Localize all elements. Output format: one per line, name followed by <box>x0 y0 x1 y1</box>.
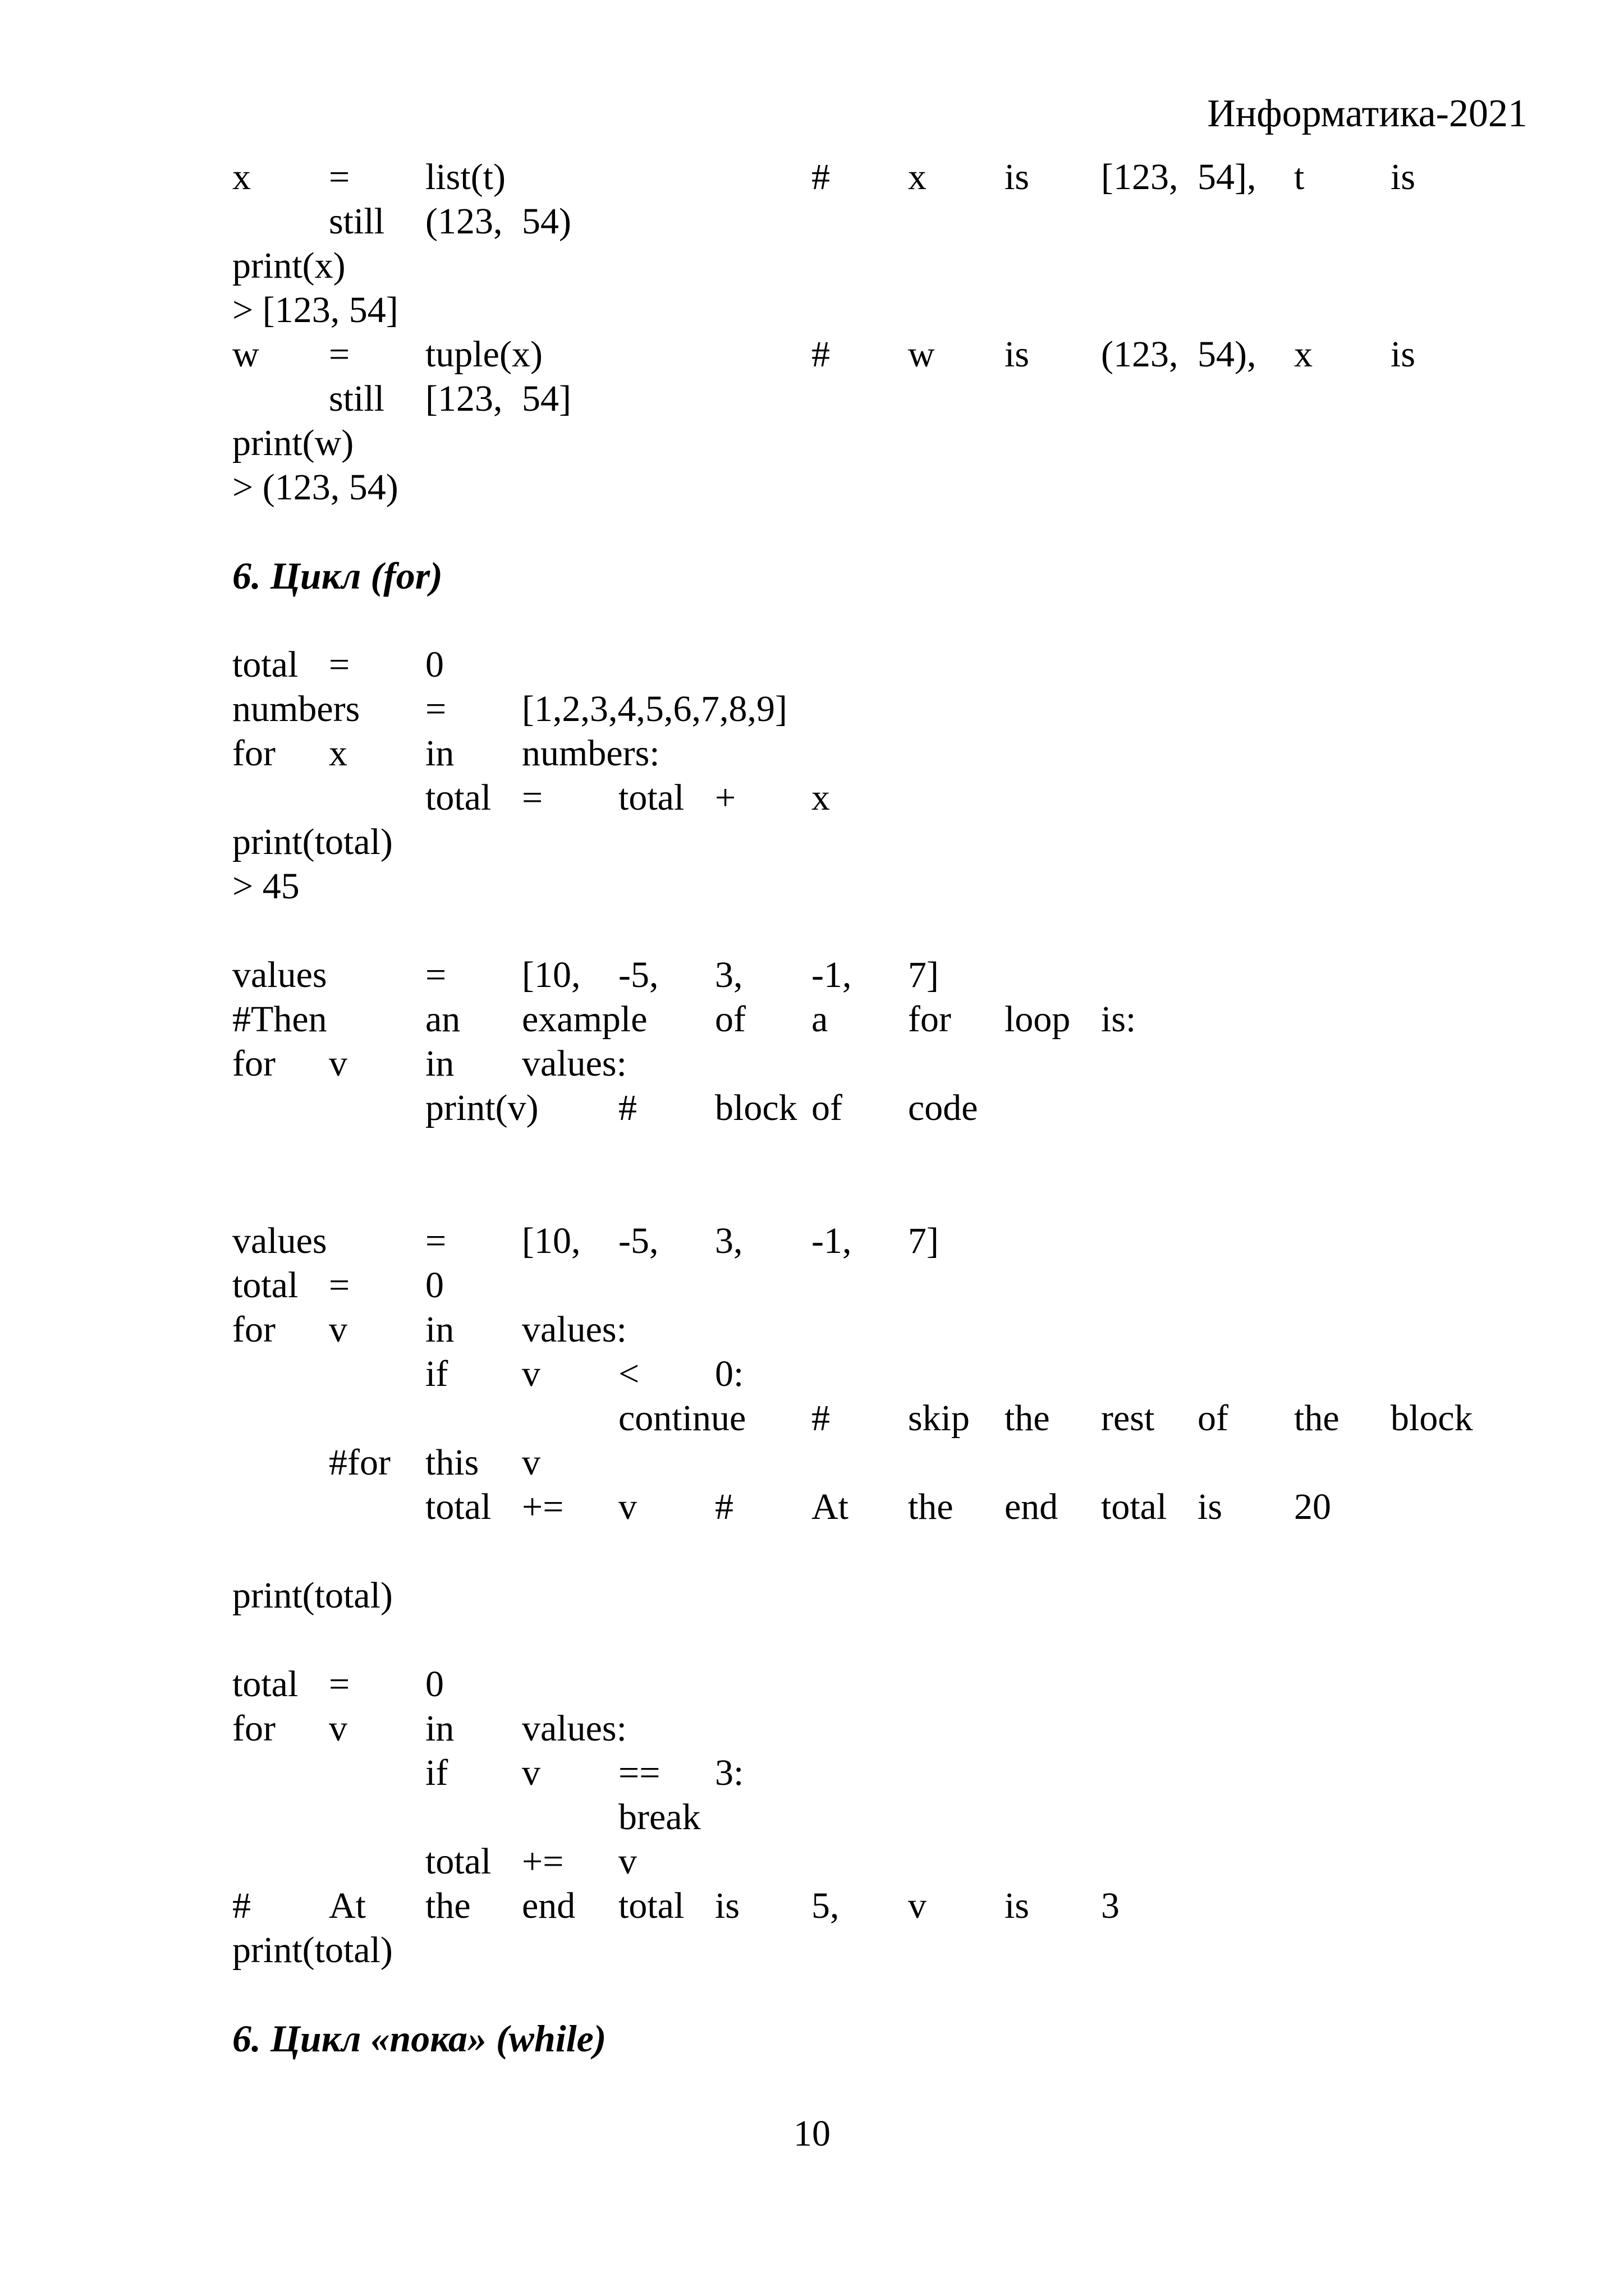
code-token: total <box>232 1664 299 1705</box>
page-content <box>232 155 1534 2061</box>
code-token: an <box>425 999 461 1040</box>
code-token: 54) <box>522 201 571 242</box>
code-token: is <box>1391 157 1416 198</box>
code-token: w <box>232 334 259 375</box>
code-line <box>232 731 1534 775</box>
code-line <box>232 1485 1534 1529</box>
code-token: still <box>329 378 385 419</box>
code-token: is <box>1004 1885 1030 1926</box>
code-line <box>232 244 1534 288</box>
code-token: = <box>329 1664 350 1705</box>
code-token: = <box>425 954 447 995</box>
code-line <box>232 775 1534 820</box>
code-token: -5, <box>618 1220 659 1261</box>
code-token: + <box>715 777 736 818</box>
code-line <box>232 421 1534 465</box>
code-token: 7] <box>908 1220 939 1261</box>
section-heading-for: 6. Цикл (for) <box>232 554 443 597</box>
code-token: (123, <box>425 201 503 242</box>
code-token: # <box>811 1398 830 1439</box>
code-token: = <box>522 777 543 818</box>
code-line <box>232 1041 1534 1086</box>
code-token: total <box>425 1486 492 1527</box>
spacer <box>232 1529 1534 1573</box>
spacer <box>232 1130 1534 1174</box>
code-token: -1, <box>811 954 852 995</box>
code-token: 3 <box>1101 1885 1120 1926</box>
code-token: [10, <box>522 1220 581 1261</box>
code-token: is <box>715 1885 740 1926</box>
code-line <box>232 1263 1534 1307</box>
code-line <box>232 1219 1534 1263</box>
code-token: #for <box>329 1442 391 1483</box>
code-token: [123, <box>1101 157 1178 198</box>
code-line <box>232 155 1534 199</box>
code-token: # <box>811 157 830 198</box>
code-token: print(total) <box>232 1575 393 1616</box>
code-token: is <box>1391 334 1416 375</box>
code-token: w <box>908 334 935 375</box>
output-line <box>232 864 1534 908</box>
output-line <box>232 465 1534 509</box>
code-line <box>232 1086 1534 1130</box>
code-token: numbers: <box>522 733 660 774</box>
code-token: rest <box>1101 1398 1155 1439</box>
code-token: of <box>1198 1398 1228 1439</box>
code-block-conversion <box>232 155 1534 509</box>
code-token: At <box>329 1885 366 1926</box>
spacer <box>232 1972 1534 2017</box>
code-token: total <box>232 644 299 685</box>
code-line <box>232 1884 1534 1928</box>
code-token: += <box>522 1486 564 1527</box>
code-token: list(t) <box>425 157 506 198</box>
code-line <box>232 332 1534 376</box>
code-token: end <box>522 1885 576 1926</box>
code-token: print(total) <box>232 821 393 862</box>
code-token: is <box>1198 1486 1223 1527</box>
code-token: for <box>232 1708 276 1749</box>
code-token: block <box>715 1087 797 1128</box>
spacer <box>232 1174 1534 1219</box>
code-token: 3, <box>715 1220 743 1261</box>
code-token: 54], <box>1198 157 1256 198</box>
code-token: (123, <box>1101 334 1178 375</box>
code-token: in <box>425 733 455 774</box>
code-line <box>232 953 1534 997</box>
code-token: = <box>329 644 350 685</box>
code-token: for <box>908 999 951 1040</box>
code-token: 3, <box>715 954 743 995</box>
code-token: = <box>425 688 447 729</box>
code-token: is: <box>1101 999 1136 1040</box>
code-token: x <box>329 733 347 774</box>
code-token: total <box>232 1265 299 1306</box>
code-token: of <box>715 999 746 1040</box>
code-token: # <box>232 1885 251 1926</box>
code-token: -5, <box>618 954 659 995</box>
code-token: 54] <box>522 378 571 419</box>
code-token: # <box>618 1087 637 1128</box>
code-token: for <box>232 733 276 774</box>
code-token: values: <box>522 1043 627 1084</box>
code-token: t <box>1294 157 1305 198</box>
code-line <box>232 199 1534 244</box>
code-token: [10, <box>522 954 581 995</box>
code-token: continue <box>618 1398 746 1439</box>
output-token: > [123, 54] <box>232 290 398 330</box>
spacer <box>232 598 1534 642</box>
code-token: the <box>425 1885 471 1926</box>
code-block-sum <box>232 642 1534 908</box>
code-token: 20 <box>1294 1486 1331 1527</box>
code-token: x <box>232 157 251 198</box>
output-token: > 45 <box>232 866 300 907</box>
code-line <box>232 687 1534 731</box>
code-token: break <box>618 1797 701 1838</box>
code-token: print(w) <box>232 423 354 463</box>
code-token: 0 <box>425 1664 444 1705</box>
code-token: v <box>522 1752 540 1793</box>
code-token: for <box>232 1309 276 1350</box>
code-token: total <box>425 777 492 818</box>
spacer <box>232 1618 1534 1662</box>
code-line <box>232 1307 1534 1352</box>
code-token: = <box>329 157 350 198</box>
code-line <box>232 1751 1534 1795</box>
code-token: # <box>811 334 830 375</box>
section-heading-while: 6. Цикл «пока» (while) <box>232 2017 607 2060</box>
code-token: v <box>522 1442 540 1483</box>
code-token: v <box>329 1043 347 1084</box>
code-token: example <box>522 999 648 1040</box>
code-token: -1, <box>811 1220 852 1261</box>
code-token: total <box>618 777 685 818</box>
code-token: is <box>1004 334 1030 375</box>
code-token: # <box>715 1486 733 1527</box>
code-line <box>232 820 1534 864</box>
code-token: total <box>425 1841 492 1882</box>
code-token: the <box>1294 1398 1339 1439</box>
code-token: v <box>618 1841 637 1882</box>
code-token: 0: <box>715 1353 744 1394</box>
code-token: = <box>425 1220 447 1261</box>
code-token: x <box>1294 334 1313 375</box>
code-token: if <box>425 1752 448 1793</box>
code-line <box>232 1440 1534 1485</box>
code-token: = <box>329 334 350 375</box>
code-line <box>232 1396 1534 1440</box>
code-token: print(v) <box>425 1087 539 1128</box>
code-token: = <box>329 1265 350 1306</box>
code-token: [123, <box>425 378 503 419</box>
code-line <box>232 376 1534 421</box>
output-line <box>232 288 1534 332</box>
code-token: this <box>425 1442 479 1483</box>
code-token: At <box>811 1486 848 1527</box>
code-token: x <box>811 777 830 818</box>
code-line <box>232 642 1534 687</box>
code-line <box>232 1573 1534 1618</box>
code-token: skip <box>908 1398 970 1439</box>
code-token: still <box>329 201 385 242</box>
code-token: in <box>425 1708 455 1749</box>
code-token: values: <box>522 1708 627 1749</box>
code-token: values <box>232 954 327 995</box>
code-token: < <box>618 1353 640 1394</box>
code-token: 54), <box>1198 334 1256 375</box>
code-token: values: <box>522 1309 627 1350</box>
code-block-break <box>232 1662 1534 1972</box>
code-token: a <box>811 999 828 1040</box>
code-token: the <box>1004 1398 1050 1439</box>
code-token: 3: <box>715 1752 744 1793</box>
code-token: tuple(x) <box>425 334 543 375</box>
code-token: block <box>1391 1398 1473 1439</box>
page-number: 10 <box>793 2113 831 2154</box>
code-token: print(x) <box>232 245 346 286</box>
code-token: of <box>811 1087 842 1128</box>
code-token: print(total) <box>232 1930 393 1971</box>
code-token: 0 <box>425 1265 444 1306</box>
code-token: the <box>908 1486 953 1527</box>
code-token: for <box>232 1043 276 1084</box>
code-line <box>232 1795 1534 1839</box>
code-token: v <box>329 1708 347 1749</box>
code-token: total <box>1101 1486 1167 1527</box>
code-token: v <box>522 1353 540 1394</box>
code-token: end <box>1004 1486 1058 1527</box>
code-line <box>232 1706 1534 1751</box>
code-token: v <box>908 1885 926 1926</box>
code-token: v <box>618 1486 637 1527</box>
code-token: == <box>618 1752 660 1793</box>
code-token: [1,2,3,4,5,6,7,8,9] <box>522 688 787 729</box>
code-line <box>232 997 1534 1041</box>
code-token: 0 <box>425 644 444 685</box>
code-token: v <box>329 1309 347 1350</box>
code-token: in <box>425 1043 455 1084</box>
code-line <box>232 1352 1534 1396</box>
code-token: 7] <box>908 954 939 995</box>
code-token: code <box>908 1087 978 1128</box>
code-line <box>232 1839 1534 1884</box>
code-block-for-example <box>232 953 1534 1130</box>
code-token: total <box>618 1885 685 1926</box>
code-token: values <box>232 1220 327 1261</box>
code-token: is <box>1004 157 1030 198</box>
output-token: > (123, 54) <box>232 467 398 508</box>
code-token: numbers <box>232 688 360 729</box>
code-block-continue <box>232 1219 1534 1618</box>
code-token: 5, <box>811 1885 839 1926</box>
code-token: if <box>425 1353 448 1394</box>
code-line <box>232 1662 1534 1706</box>
spacer <box>232 908 1534 953</box>
code-token: x <box>908 157 926 198</box>
spacer <box>232 509 1534 554</box>
code-token: in <box>425 1309 455 1350</box>
code-token: #Then <box>232 999 327 1040</box>
code-line <box>232 1928 1534 1972</box>
code-token: += <box>522 1841 564 1882</box>
running-header: Информатика-2021 <box>1207 92 1527 135</box>
code-token: loop <box>1004 999 1071 1040</box>
